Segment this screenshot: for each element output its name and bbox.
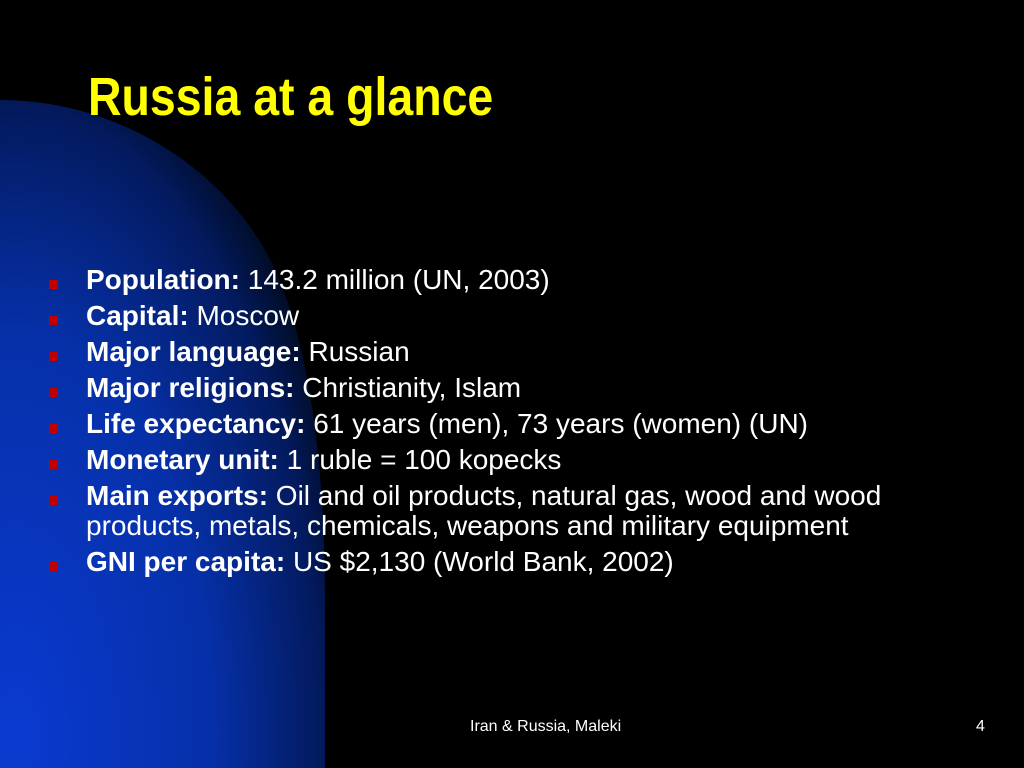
bullet-label: Population: bbox=[86, 264, 240, 295]
bullet-marker-icon bbox=[49, 460, 58, 469]
bullet-marker-icon bbox=[49, 388, 58, 397]
bullet-marker-icon bbox=[49, 280, 58, 289]
bullet-population bbox=[46, 265, 986, 295]
bullet-marker-icon bbox=[49, 562, 58, 571]
bullet-value: Christianity, Islam bbox=[294, 372, 522, 403]
bullet-value: 143.2 million (UN, 2003) bbox=[239, 264, 550, 295]
bullet-monetary-unit bbox=[46, 445, 986, 475]
bullet-value: 61 years (men), 73 years (women) (UN) bbox=[305, 408, 808, 439]
bullet-value: US $2,130 (World Bank, 2002) bbox=[285, 546, 674, 577]
bullet-label: Capital: bbox=[86, 300, 189, 331]
bullet-value: Russian bbox=[300, 336, 410, 367]
bullet-label: Life expectancy: bbox=[86, 408, 306, 439]
slide-title: Russia at a glance bbox=[88, 67, 494, 127]
bullet-label: Main exports: bbox=[86, 480, 269, 511]
bullet-value: Oil and oil products, natural gas, wood and wood products, metals, chemicals, weapons and military equipment bbox=[86, 480, 882, 541]
bullet-marker-icon bbox=[49, 352, 58, 361]
bullet-list bbox=[46, 265, 986, 583]
bullet-marker-icon bbox=[49, 496, 58, 505]
bullet-major-language bbox=[46, 337, 986, 367]
bullet-label: Major language: bbox=[86, 336, 301, 367]
bullet-value: Moscow bbox=[188, 300, 300, 331]
bullet-main-exports bbox=[46, 481, 986, 541]
bullet-label: Monetary unit: bbox=[86, 444, 279, 475]
bullet-gni-per-capita bbox=[46, 547, 986, 577]
bullet-label: GNI per capita: bbox=[86, 546, 286, 577]
bullet-value: 1 ruble = 100 kopecks bbox=[278, 444, 562, 475]
bullet-marker-icon bbox=[49, 424, 58, 433]
bullet-capital bbox=[46, 301, 986, 331]
bullet-life-expectancy bbox=[46, 409, 986, 439]
slide-footer: Iran & Russia, Maleki bbox=[470, 718, 622, 735]
bullet-label: Major religions: bbox=[86, 372, 295, 403]
bullet-major-religions bbox=[46, 373, 986, 403]
page-number: 4 bbox=[976, 718, 985, 735]
bullet-marker-icon bbox=[49, 316, 58, 325]
